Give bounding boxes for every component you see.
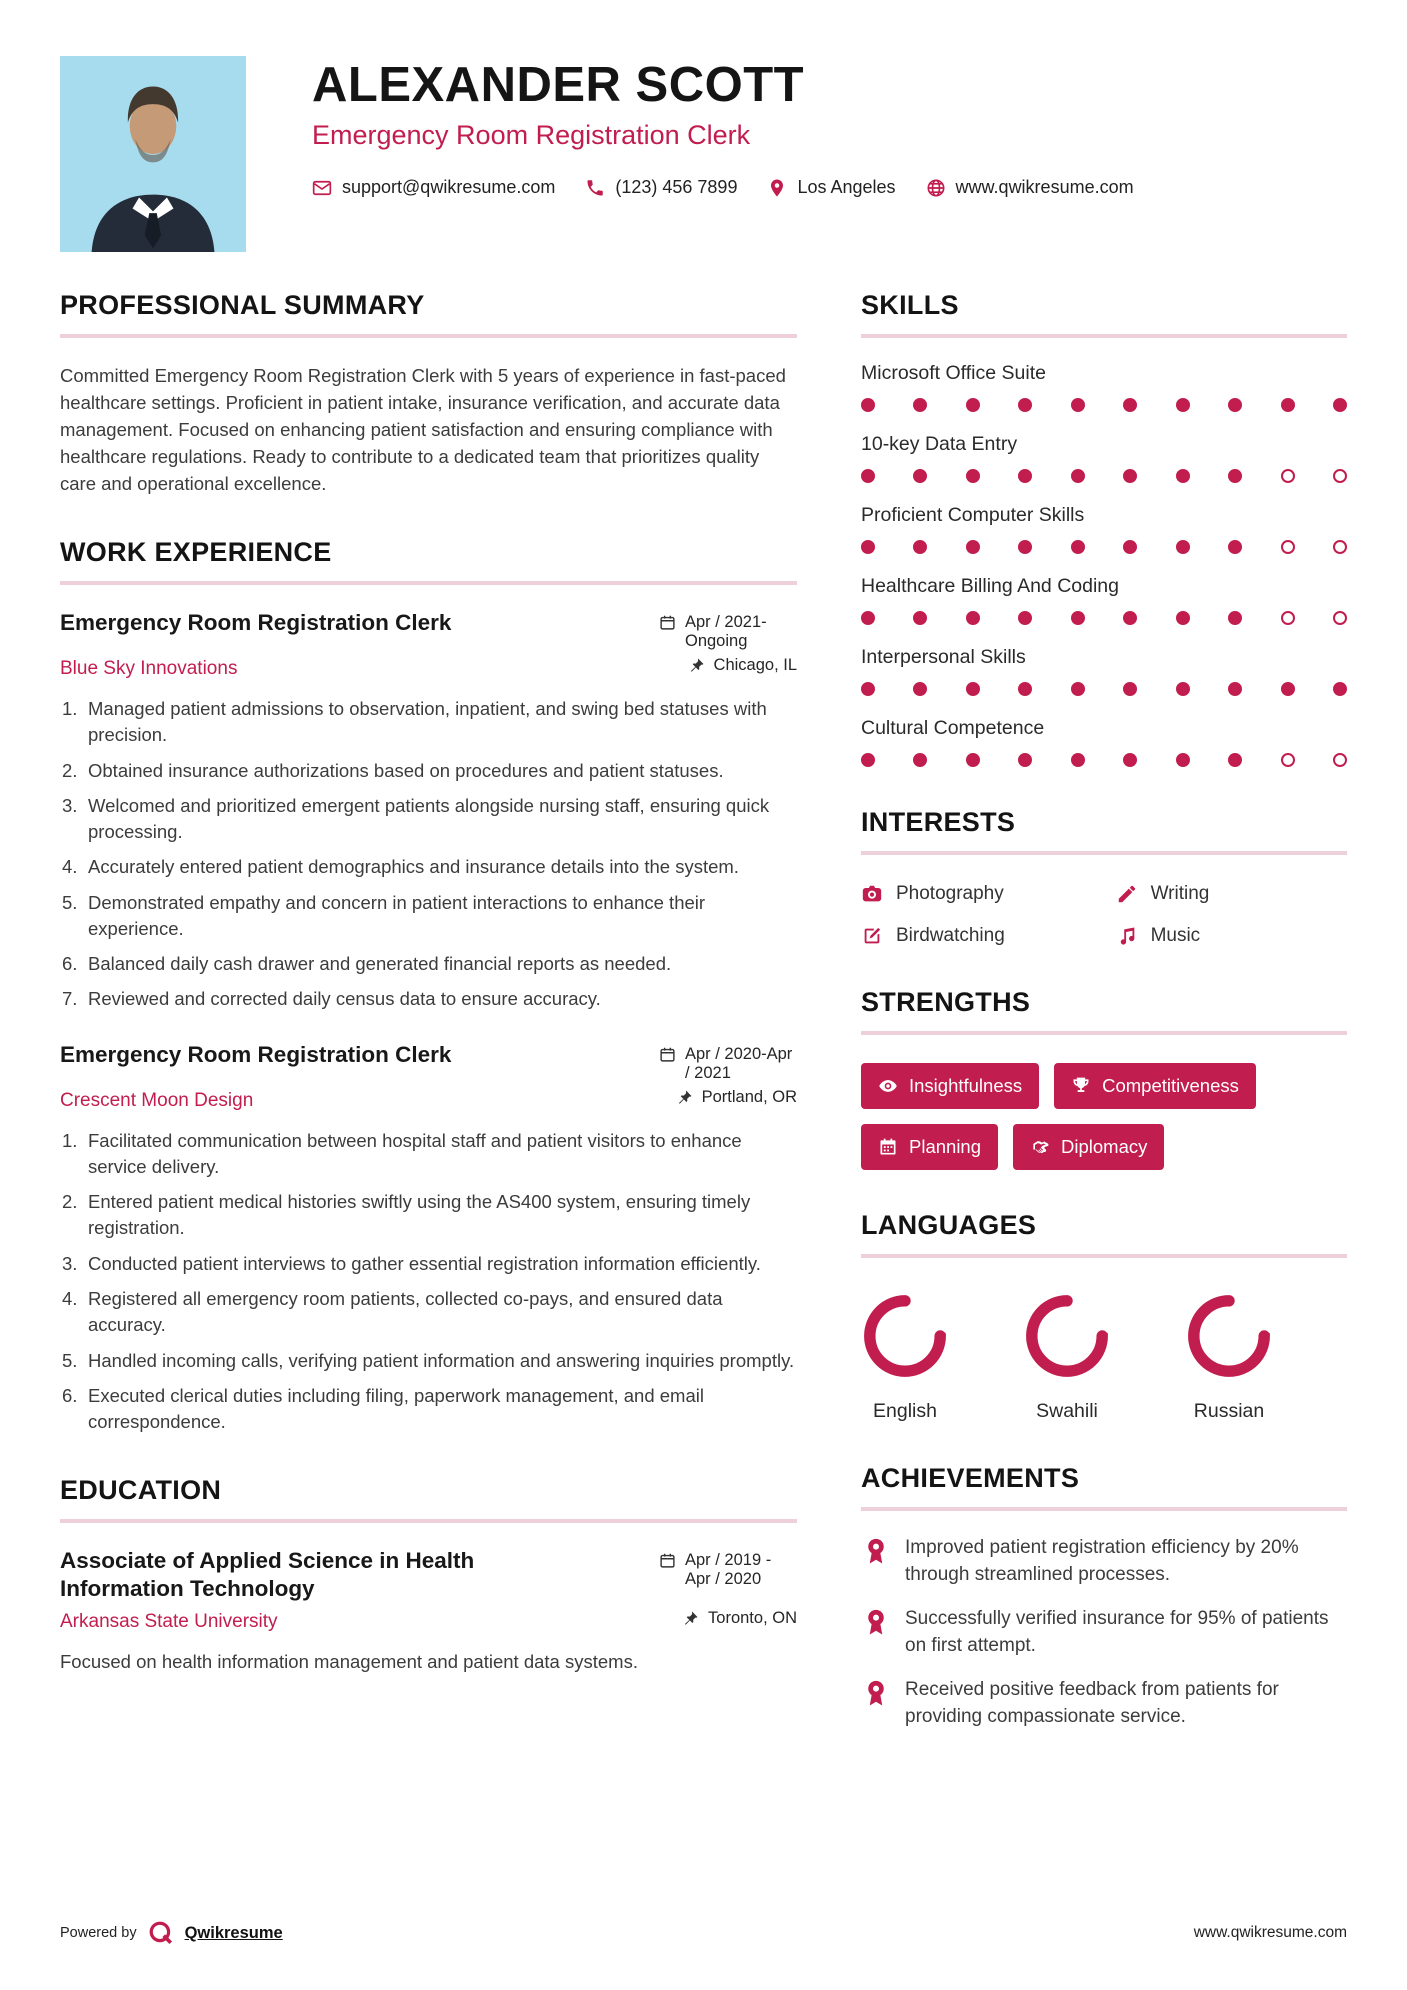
skill-level-dots (861, 753, 1347, 767)
job-location-text: Portland, OR (701, 1087, 797, 1106)
job-bullet (60, 1286, 797, 1339)
skill-dot-filled (1228, 540, 1242, 554)
section-interests (861, 807, 1347, 947)
pushpin-icon (676, 1089, 693, 1106)
award-icon (861, 1607, 891, 1637)
section-heading: INTERESTS (861, 807, 1347, 855)
skill-dot-filled (1123, 611, 1137, 625)
envelope-icon (312, 178, 332, 198)
job-bullet-text: Conducted patient interviews to gather essential registration information efficiently. (88, 1252, 761, 1274)
education-date-text: Apr / 2019 - Apr / 2020 (685, 1551, 772, 1589)
language-level-ring (1023, 1292, 1111, 1380)
skill-level-dots (861, 611, 1347, 625)
job-dates (659, 1041, 797, 1083)
skill-dot-filled (1176, 753, 1190, 767)
achievement-text: Improved patient registration efficiency by 20% through streamlined processes. (905, 1537, 1299, 1585)
achievement-text: Successfully verified insurance for 95% of patients on first attempt. (905, 1608, 1329, 1656)
skill-dot-empty (1281, 753, 1295, 767)
skill-dot-filled (1228, 682, 1242, 696)
calendar-icon (878, 1137, 898, 1157)
interest-label: Photography (896, 883, 1004, 904)
job-bullet-text: Managed patient admissions to observation, inpatient, and swing bed statuses with precision. (88, 698, 767, 746)
qwikresume-logo-icon (148, 1920, 174, 1946)
interest-item (861, 925, 1116, 947)
contact-item[interactable] (585, 177, 737, 198)
achievement-text: Received positive feedback from patients for providing compassionate service. (905, 1679, 1279, 1727)
skill-dot-filled (1123, 682, 1137, 696)
language-item (1185, 1292, 1273, 1423)
section-heading: WORK EXPERIENCE (60, 537, 797, 585)
education-location-text: Toronto, ON (708, 1608, 797, 1627)
achievement-item (861, 1677, 1347, 1730)
job-bullet-text: Executed clerical duties including filing, paperwork management, and email correspondence. (88, 1384, 704, 1433)
skill-dot-filled (1176, 469, 1190, 483)
skill-dot-filled (1123, 540, 1137, 554)
summary-text: Committed Emergency Room Registration Clerk with 5 years of experience in fast-paced healthcare settings. Proficient in patient intake, insurance verification, and accurate data management. Focused on enhancing patient satisfaction and ensuring compliance with healthcare regulations. Ready to contribute to a dedicated team that prioritizes quality care and operational excellence. (60, 365, 786, 494)
skill-dot-filled (1071, 753, 1085, 767)
section-achievements (861, 1463, 1347, 1731)
language-name: Swahili (1036, 1400, 1098, 1422)
education-entry (60, 1547, 797, 1675)
section-heading: SKILLS (861, 290, 1347, 338)
skill-dot-empty (1281, 540, 1295, 554)
skill-item (861, 504, 1347, 554)
skill-level-dots (861, 682, 1347, 696)
language-name: Russian (1193, 1400, 1265, 1422)
skill-dot-filled (861, 611, 875, 625)
skill-dot-filled (966, 682, 980, 696)
section-education (60, 1475, 797, 1675)
trophy-icon (1071, 1076, 1091, 1096)
languages-row (861, 1282, 1347, 1423)
skill-dot-filled (1123, 753, 1137, 767)
job-bullet-text: Obtained insurance authorizations based on procedures and patient statuses. (88, 759, 724, 781)
job-bullet-text: Balanced daily cash drawer and generated financial reports as needed. (88, 953, 672, 975)
job-company: Blue Sky Innovations (60, 658, 238, 679)
section-languages (861, 1210, 1347, 1423)
skill-level-dots (861, 398, 1347, 412)
skill-dot-filled (861, 753, 875, 767)
skill-dot-filled (1176, 540, 1190, 554)
skill-dot-filled (966, 753, 980, 767)
contact-item[interactable] (767, 177, 895, 198)
skill-name: Proficient Computer Skills (861, 504, 1085, 526)
section-work-experience (60, 537, 797, 1435)
skill-dot-filled (913, 611, 927, 625)
job-bullet (60, 854, 797, 880)
job-company: Crescent Moon Design (60, 1089, 254, 1111)
skill-dot-filled (861, 682, 875, 696)
skill-dot-filled (1228, 398, 1242, 412)
skill-dot-filled (1071, 540, 1085, 554)
skill-dot-filled (1176, 611, 1190, 625)
interest-label: Music (1150, 925, 1201, 946)
skill-dot-filled (1333, 398, 1347, 412)
pushpin-icon (682, 1610, 699, 1627)
strength-label: Competitiveness (1102, 1075, 1239, 1096)
strength-badge (861, 1124, 998, 1170)
job-bullet-text: Demonstrated empathy and concern in patient interactions to enhance their experience. (88, 891, 706, 939)
skill-dot-empty (1333, 753, 1347, 767)
section-heading: PROFESSIONAL SUMMARY (60, 290, 797, 338)
skill-level-dots (861, 469, 1347, 483)
strength-badge (861, 1063, 1039, 1109)
section-skills (861, 290, 1347, 767)
map-pin-icon (767, 178, 787, 198)
calendar-icon (659, 1046, 676, 1063)
skill-dot-empty (1333, 611, 1347, 625)
job-title: Emergency Room Registration Clerk (60, 610, 452, 635)
job-bullet-list (60, 696, 797, 1013)
job-bullet-text: Handled incoming calls, verifying patient information and answering inquiries promptly. (88, 1349, 795, 1371)
job-bullet-text: Accurately entered patient demographics and insurance details into the system. (88, 856, 739, 878)
skill-dot-filled (913, 753, 927, 767)
content-columns (60, 290, 1347, 1771)
skill-dot-filled (861, 469, 875, 483)
skill-dot-filled (1281, 398, 1295, 412)
job-bullet (60, 793, 797, 846)
skill-name: 10-key Data Entry (861, 433, 1018, 455)
job-location-text: Chicago, IL (713, 656, 797, 674)
music-note-icon (1116, 925, 1138, 947)
strength-label: Diplomacy (1061, 1136, 1148, 1157)
job-location (688, 652, 797, 675)
skill-dot-filled (1018, 682, 1032, 696)
eye-icon (878, 1076, 898, 1096)
job-bullet (60, 1251, 797, 1277)
skill-dot-filled (861, 398, 875, 412)
job-bullet-text: Facilitated communication between hospital staff and patient visitors to enhance service delivery. (88, 1129, 742, 1177)
skill-name: Cultural Competence (861, 717, 1045, 739)
achievement-item (861, 1606, 1347, 1659)
skill-level-dots (861, 540, 1347, 554)
job-entry (60, 609, 797, 1013)
globe-icon (926, 178, 946, 198)
footer-website-link[interactable]: www.qwikresume.com (1193, 1924, 1347, 1941)
job-bullet (60, 986, 797, 1012)
job-date-text: Apr / 2021-Ongoing (685, 613, 767, 650)
profile-photo (60, 56, 246, 252)
skill-item (861, 433, 1347, 483)
skill-dot-filled (1018, 540, 1032, 554)
left-column (60, 290, 797, 1771)
section-heading: LANGUAGES (861, 1210, 1347, 1258)
skill-dot-filled (1071, 398, 1085, 412)
education-dates (659, 1547, 797, 1589)
powered-by-label: Powered by (60, 1925, 137, 1941)
skill-dot-filled (1071, 469, 1085, 483)
strength-badge (1013, 1124, 1164, 1170)
interest-item (1116, 925, 1347, 947)
pen-icon (1116, 883, 1138, 905)
job-bullet-text: Welcomed and prioritized emergent patients alongside nursing staff, ensuring quick processing. (88, 794, 770, 843)
interest-label: Writing (1150, 883, 1210, 904)
skill-dot-filled (1071, 611, 1085, 625)
skill-dot-empty (1333, 540, 1347, 554)
section-strengths (861, 987, 1347, 1170)
job-bullet-text: Registered all emergency room patients, collected co-pays, and ensured data accuracy. (88, 1287, 723, 1336)
education-description: Focused on health information management and patient data systems. (60, 1650, 638, 1672)
job-bullet-list (60, 1128, 797, 1436)
handshake-icon (1030, 1137, 1050, 1157)
skill-dot-filled (1071, 682, 1085, 696)
award-icon (861, 1536, 891, 1566)
education-location (682, 1605, 797, 1628)
footer (60, 1920, 1347, 1946)
skill-dot-filled (913, 540, 927, 554)
section-heading: EDUCATION (60, 1475, 797, 1523)
skill-dot-empty (1333, 469, 1347, 483)
calendar-icon (659, 614, 676, 631)
interest-item (1116, 883, 1347, 905)
job-bullet (60, 1383, 797, 1436)
qwikresume-brand-link[interactable]: Qwikresume (184, 1923, 283, 1942)
achievement-item (861, 1535, 1347, 1588)
language-level-ring (861, 1292, 949, 1380)
contact-row (312, 177, 1134, 198)
skill-dot-filled (913, 398, 927, 412)
job-bullet-text: Entered patient medical histories swiftly using the AS400 system, ensuring timely registration. (88, 1191, 751, 1239)
job-bullet (60, 951, 797, 977)
profile-photo-illustration (60, 56, 246, 252)
skill-dot-filled (1176, 682, 1190, 696)
skill-dot-filled (1176, 398, 1190, 412)
skill-dot-filled (966, 469, 980, 483)
section-professional-summary (60, 290, 797, 497)
language-item (861, 1292, 949, 1423)
job-entry (60, 1041, 797, 1436)
contact-text: (123) 456 7899 (615, 177, 738, 198)
skill-name: Interpersonal Skills (861, 646, 1026, 668)
interests-grid (861, 879, 1347, 947)
skill-dot-filled (966, 398, 980, 412)
identity-block (312, 56, 1134, 252)
job-title: Emergency Room Registration Clerk (60, 1041, 452, 1067)
job-location (676, 1084, 797, 1107)
strength-badge (1054, 1063, 1256, 1109)
skill-dot-filled (1018, 611, 1032, 625)
skill-dot-filled (1281, 682, 1295, 696)
skill-dot-filled (1018, 753, 1032, 767)
skill-dot-filled (1123, 398, 1137, 412)
skill-dot-filled (1228, 469, 1242, 483)
section-heading: STRENGTHS (861, 987, 1347, 1035)
strength-label: Planning (909, 1136, 982, 1157)
phone-icon (585, 178, 605, 198)
job-bullet (60, 696, 797, 749)
job-bullet (60, 1128, 797, 1181)
skill-item (861, 646, 1347, 696)
skill-dot-empty (1281, 611, 1295, 625)
job-bullet (60, 1189, 797, 1242)
skill-dot-filled (966, 611, 980, 625)
language-level-ring (1185, 1292, 1273, 1380)
interest-item (861, 883, 1116, 905)
interest-label: Birdwatching (896, 925, 1005, 946)
strength-label: Insightfulness (909, 1075, 1023, 1096)
skill-item (861, 717, 1347, 767)
skill-dot-filled (1018, 398, 1032, 412)
skill-name: Microsoft Office Suite (861, 362, 1046, 384)
skill-dot-empty (1281, 469, 1295, 483)
skill-dot-filled (913, 469, 927, 483)
language-name: English (873, 1400, 937, 1422)
strength-badges (861, 1059, 1347, 1170)
pushpin-icon (688, 657, 705, 674)
job-bullet (60, 758, 797, 784)
candidate-job-title: Emergency Room Registration Clerk (312, 120, 751, 151)
header (60, 56, 1347, 252)
degree-title: Associate of Applied Science in Health Information Technology (60, 1548, 475, 1602)
contact-text: support@qwikresume.com (342, 177, 556, 198)
contact-text: Los Angeles (797, 177, 896, 198)
job-dates (659, 609, 797, 651)
skill-dot-filled (1018, 469, 1032, 483)
job-bullet-text: Reviewed and corrected daily census data to ensure accuracy. (88, 988, 601, 1010)
skill-dot-filled (1123, 469, 1137, 483)
job-bullet (60, 1348, 797, 1374)
job-bullet (60, 890, 797, 943)
powered-by (60, 1920, 283, 1946)
candidate-name: ALEXANDER SCOTT (312, 58, 805, 112)
school-name: Arkansas State University (60, 1610, 278, 1632)
skill-dot-filled (913, 682, 927, 696)
skill-dot-filled (861, 540, 875, 554)
camera-icon (861, 883, 883, 905)
job-date-text: Apr / 2020-Apr / 2021 (685, 1044, 793, 1082)
skill-dot-filled (1333, 682, 1347, 696)
contact-item[interactable] (926, 177, 1134, 198)
calendar-icon (659, 1552, 676, 1569)
skill-dot-filled (1228, 753, 1242, 767)
skill-dot-filled (966, 540, 980, 554)
section-heading: ACHIEVEMENTS (861, 1463, 1347, 1511)
skill-dot-filled (1228, 611, 1242, 625)
contact-text: www.qwikresume.com (955, 177, 1134, 198)
right-column (861, 290, 1347, 1771)
contact-item[interactable] (312, 177, 555, 198)
skill-item (861, 575, 1347, 625)
award-icon (861, 1678, 891, 1708)
skill-name: Healthcare Billing And Coding (861, 575, 1119, 597)
edit-icon (861, 925, 883, 947)
skill-item (861, 362, 1347, 412)
language-item (1023, 1292, 1111, 1423)
